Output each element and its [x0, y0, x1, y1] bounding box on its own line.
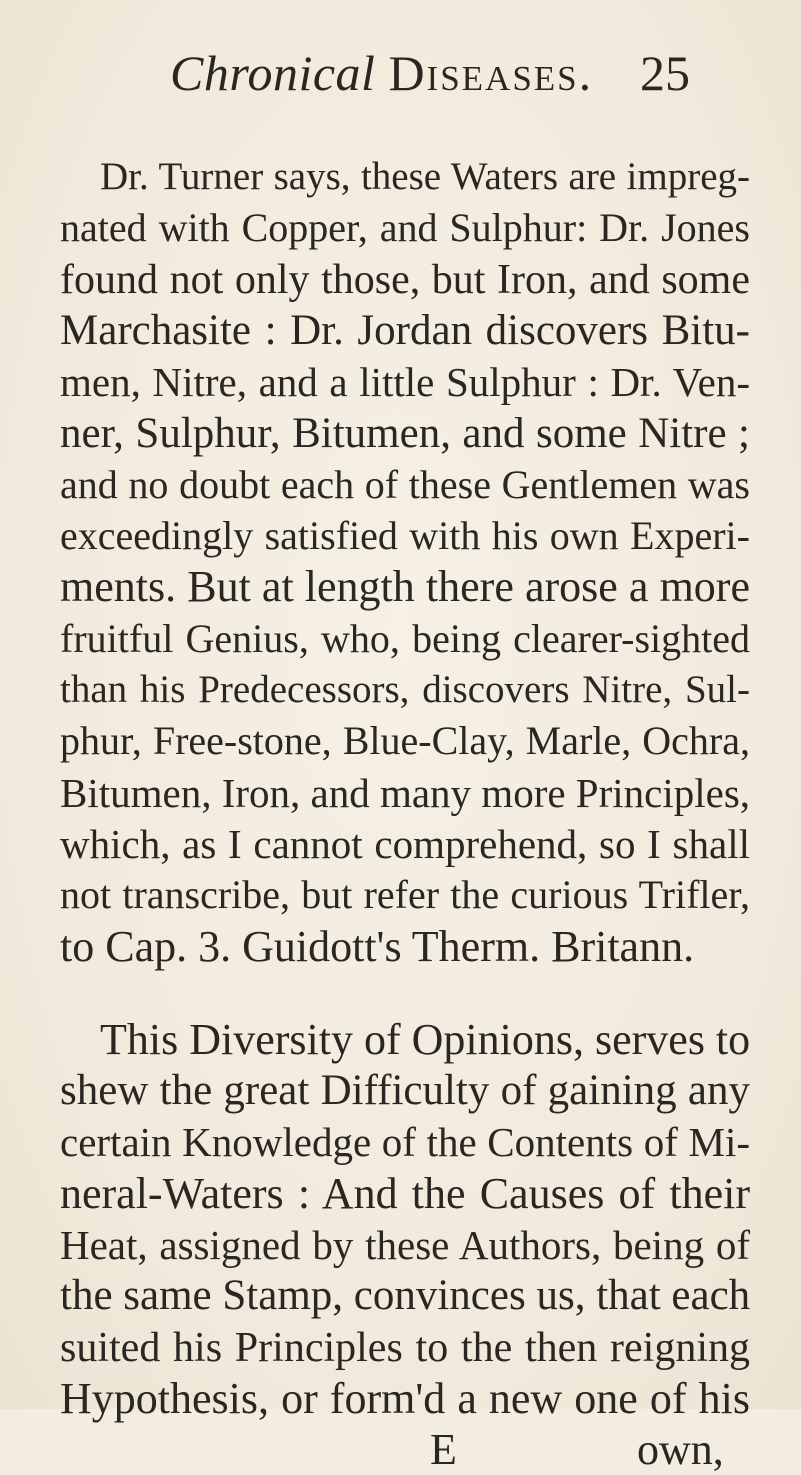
p2-line-2: shew the great Difficulty of gaining any	[60, 1067, 750, 1115]
p1-line-8: exceedingly satisfied with his own Experi-	[60, 513, 750, 559]
p1-line-4: Marchasite : Dr. Jordan discovers Bitu-	[60, 306, 750, 354]
p2-line-6: the same Stamp, convinces us, that each	[60, 1272, 751, 1320]
p1-line-9: ments. But at length there arose a more	[60, 562, 750, 612]
signature-mark: E	[430, 1425, 457, 1475]
p1-line-1: Dr. Turner says, these Waters are impreg-	[100, 155, 750, 198]
running-head-title-italic: Chronical	[170, 45, 376, 101]
p2-line-5: Heat, assigned by these Authors, being of	[60, 1222, 750, 1268]
catchword: own,	[637, 1425, 724, 1475]
p1-line-6: ner, Sulphur, Bitumen, and some Nitre ;	[60, 409, 750, 457]
p1-line-13: Bitumen, Iron, and many more Principles,	[60, 769, 751, 816]
p1-line-14: which, as I cannot comprehend, so I shall	[60, 820, 750, 867]
p1-line-15: not transcribe, but refer the curious Trifler,	[60, 872, 750, 918]
running-head-title	[170, 44, 593, 102]
p2-line-3: certain Knowledge of the Contents of Mi-	[60, 1119, 750, 1166]
p2-line-1: This Diversity of Opinions, serves to	[100, 1014, 751, 1064]
running-head-title-caps: Diseases.	[388, 45, 594, 101]
p2-line-4: neral-Waters : And the Causes of their	[60, 1168, 750, 1218]
p1-line-12: phur, Free-stone, Blue-Clay, Marle, Ochra,	[60, 718, 750, 764]
p1-line-10: fruitful Genius, who, being clearer-sighted	[60, 615, 750, 661]
p2-line-8: Hypothesis, or form'd a new one of his	[60, 1373, 750, 1423]
p1-line-7: and no doubt each of these Gentlemen was	[60, 461, 750, 507]
page-number: 25	[640, 45, 690, 101]
p1-line-2: nated with Copper, and Sulphur: Dr. Jones	[60, 205, 750, 251]
p2-line-7: suited his Principles to the then reigning	[60, 1324, 750, 1371]
running-head	[0, 44, 801, 104]
p1-line-16: to Cap. 3. Guidott's Therm. Britann.	[60, 921, 695, 971]
p1-line-11: than his Predecessors, discovers Nitre, Sul-	[60, 668, 750, 711]
p1-line-3: found not only those, but Iron, and some	[60, 256, 750, 303]
p1-line-5: men, Nitre, and a little Sulphur : Dr. Ven-	[60, 359, 750, 406]
